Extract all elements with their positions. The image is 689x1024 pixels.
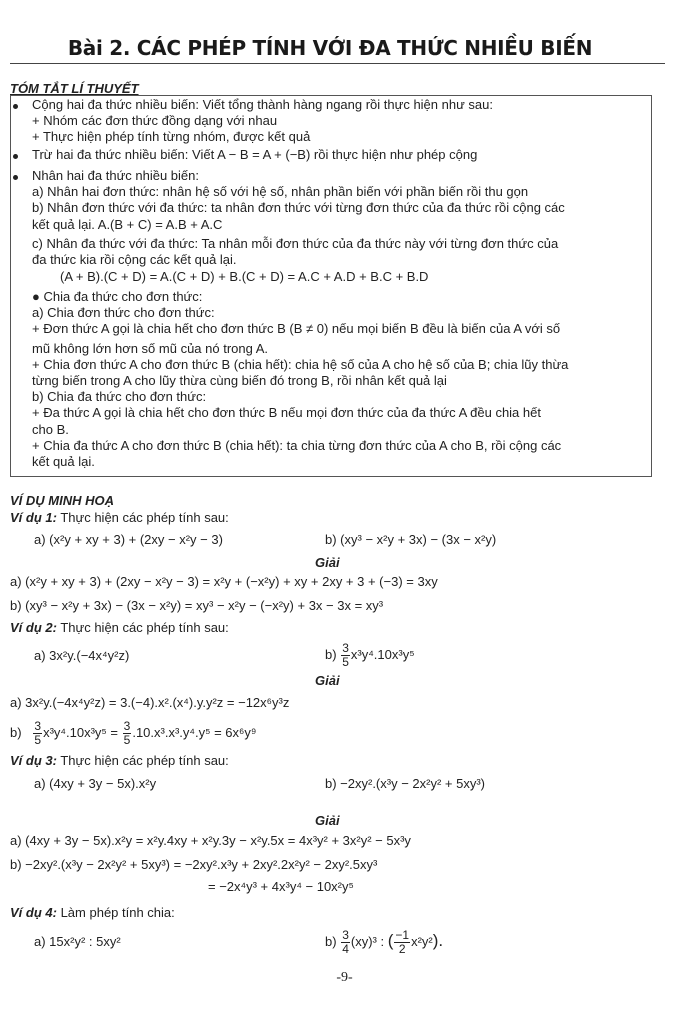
summary-line: ● Chia đa thức cho đơn thức:: [32, 289, 203, 304]
summary-formula: (A + B).(C + D) = A.(C + D) + B.(C + D) = A.C + A.D + B.C + B.D: [60, 269, 429, 284]
example-2-solution-b: b) $\frac{3}{5}$ x³y⁴.10x³y⁵ = $\frac{3}{5}$ .10.x³.x³.y⁴.y⁵ = 6x⁶y⁹: [10, 719, 257, 748]
summary-line: + Chia đơn thức A cho đơn thức B (chia hết): chia hệ số của A cho hệ số của B; chia lũy thừa: [32, 357, 569, 372]
example-2-b: b) $\frac{3}{5}$ x³y⁴.10x³y⁵: [325, 641, 415, 670]
summary-line: từng biến trong A cho lũy thừa cùng biến đó trong B, rồi nhân kết quả lại: [32, 373, 447, 388]
example-2-a: a) 3x²y.(−4x⁴y²z): [34, 648, 130, 663]
example-1-b: b) (xy³ − x²y + 3x) − (3x − x²y): [325, 532, 497, 547]
summary-line: kết quả lại. A.(B + C) = A.B + A.C: [32, 217, 223, 232]
page-number: -9-: [336, 970, 353, 985]
example-3-solution-a: a) (4xy + 3y − 5x).x²y = x²y.4xy + x²y.3y − x²y.5x = 4x³y² + 3x²y² − 5x³y: [10, 833, 411, 848]
fraction: $\frac{3}{5}$: [342, 641, 349, 670]
bullet-icon: [13, 104, 18, 109]
fraction: $\frac{3}{5}$: [123, 719, 131, 748]
examples-heading: VÍ DỤ MINH HOẠ: [10, 493, 114, 508]
summary-line: + Đa thức A gọi là chia hết cho đơn thức B nếu mọi đơn thức của đa thức A đều chia hết: [32, 405, 541, 420]
summary-line: + Nhóm các đơn thức đồng dạng với nhau: [32, 113, 278, 128]
example-4-b: b) $\frac{3}{4}$ (xy)³ : ( $\frac{-1}{2}$ x²y²).: [325, 928, 444, 957]
bullet-icon: [13, 154, 18, 159]
fraction: $\frac{-1}{2}$: [395, 928, 410, 957]
summary-line: kết quả lại.: [32, 454, 95, 469]
fraction: $\frac{3}{5}$: [34, 719, 42, 748]
solution-label: Giải: [315, 813, 340, 828]
example-3-solution-b: b) −2xy².(x³y − 2x²y² + 5xy³) = −2xy².x³y + 2xy².2x²y² − 2xy².5xy³: [10, 857, 378, 872]
summary-line: b) Nhân đơn thức với đa thức: ta nhân đơn thức với từng đơn thức của đa thức rồi cộng các: [32, 200, 565, 215]
summary-line: a) Chia đơn thức cho đơn thức:: [32, 305, 215, 320]
summary-line: Nhân hai đa thức nhiều biến:: [32, 168, 199, 183]
summary-line: đa thức kia rồi cộng các kết quả lại.: [32, 252, 237, 267]
summary-line: + Thực hiện phép tính từng nhóm, được kết quả: [32, 129, 311, 144]
summary-line: b) Chia đa thức cho đơn thức:: [32, 389, 207, 404]
example-1-solution-a: a) (x²y + xy + 3) + (2xy − x²y − 3) = x²y + (−x²y) + xy + 2xy + 3 + (−3) = 3xy: [10, 574, 438, 589]
page-title: Bài 2. CÁC PHÉP TÍNH VỚI ĐA THỨC NHIỀU BIẾN: [67, 36, 593, 60]
bullet-icon: [13, 175, 18, 180]
example-3-title: Ví dụ 3: Thực hiện các phép tính sau:: [10, 753, 229, 768]
example-4-a: a) 15x²y² : 5xy²: [34, 934, 121, 949]
fraction: $\frac{3}{4}$: [342, 928, 349, 957]
example-3-a: a) (4xy + 3y − 5x).x²y: [34, 776, 157, 791]
summary-line: + Đơn thức A gọi là chia hết cho đơn thức B (B ≠ 0) nếu mọi biến B đều là biến của A với số: [32, 321, 561, 336]
summary-heading: TÓM TẮT LÍ THUYẾT: [10, 81, 139, 96]
example-1-solution-b: b) (xy³ − x²y + 3x) − (3x − x²y) = xy³ − x²y − (−x²y) + 3x − 3x = xy³: [10, 598, 384, 613]
summary-line: Trừ hai đa thức nhiều biến: Viết A − B = A + (−B) rồi thực hiện như phép cộng: [32, 147, 478, 162]
summary-line: cho B.: [32, 422, 69, 437]
summary-line: c) Nhân đa thức với đa thức: Ta nhân mỗi đơn thức của đa thức này với từng đơn thức của: [32, 236, 559, 251]
example-3-b: b) −2xy².(x³y − 2x²y² + 5xy³): [325, 776, 485, 791]
example-4-title: Ví dụ 4: Làm phép tính chia:: [10, 905, 175, 920]
solution-label: Giải: [315, 673, 340, 688]
example-3-solution-b-cont: = −2x⁴y³ + 4x³y⁴ − 10x²y⁵: [208, 879, 354, 894]
example-1-a: a) (x²y + xy + 3) + (2xy − x²y − 3): [34, 532, 223, 547]
title-divider: [10, 63, 665, 64]
summary-line: mũ không lớn hơn số mũ của nó trong A.: [32, 341, 269, 356]
summary-line: Cộng hai đa thức nhiều biến: Viết tổng thành hàng ngang rồi thực hiện như sau:: [32, 97, 493, 112]
example-1-title: Ví dụ 1: Thực hiện các phép tính sau:: [10, 510, 229, 525]
summary-line: a) Nhân hai đơn thức: nhân hệ số với hệ số, nhân phần biến với phần biến rồi thu gọn: [32, 184, 529, 199]
example-2-title: Ví dụ 2: Thực hiện các phép tính sau:: [10, 620, 229, 635]
solution-label: Giải: [315, 555, 340, 570]
example-2-solution-a: a) 3x²y.(−4x⁴y²z) = 3.(−4).x².(x⁴).y.y²z = −12x⁶y³z: [10, 695, 290, 710]
summary-line: + Chia đa thức A cho đơn thức B (chia hết): ta chia từng đơn thức của A cho B, rồi cộng các: [32, 438, 562, 453]
